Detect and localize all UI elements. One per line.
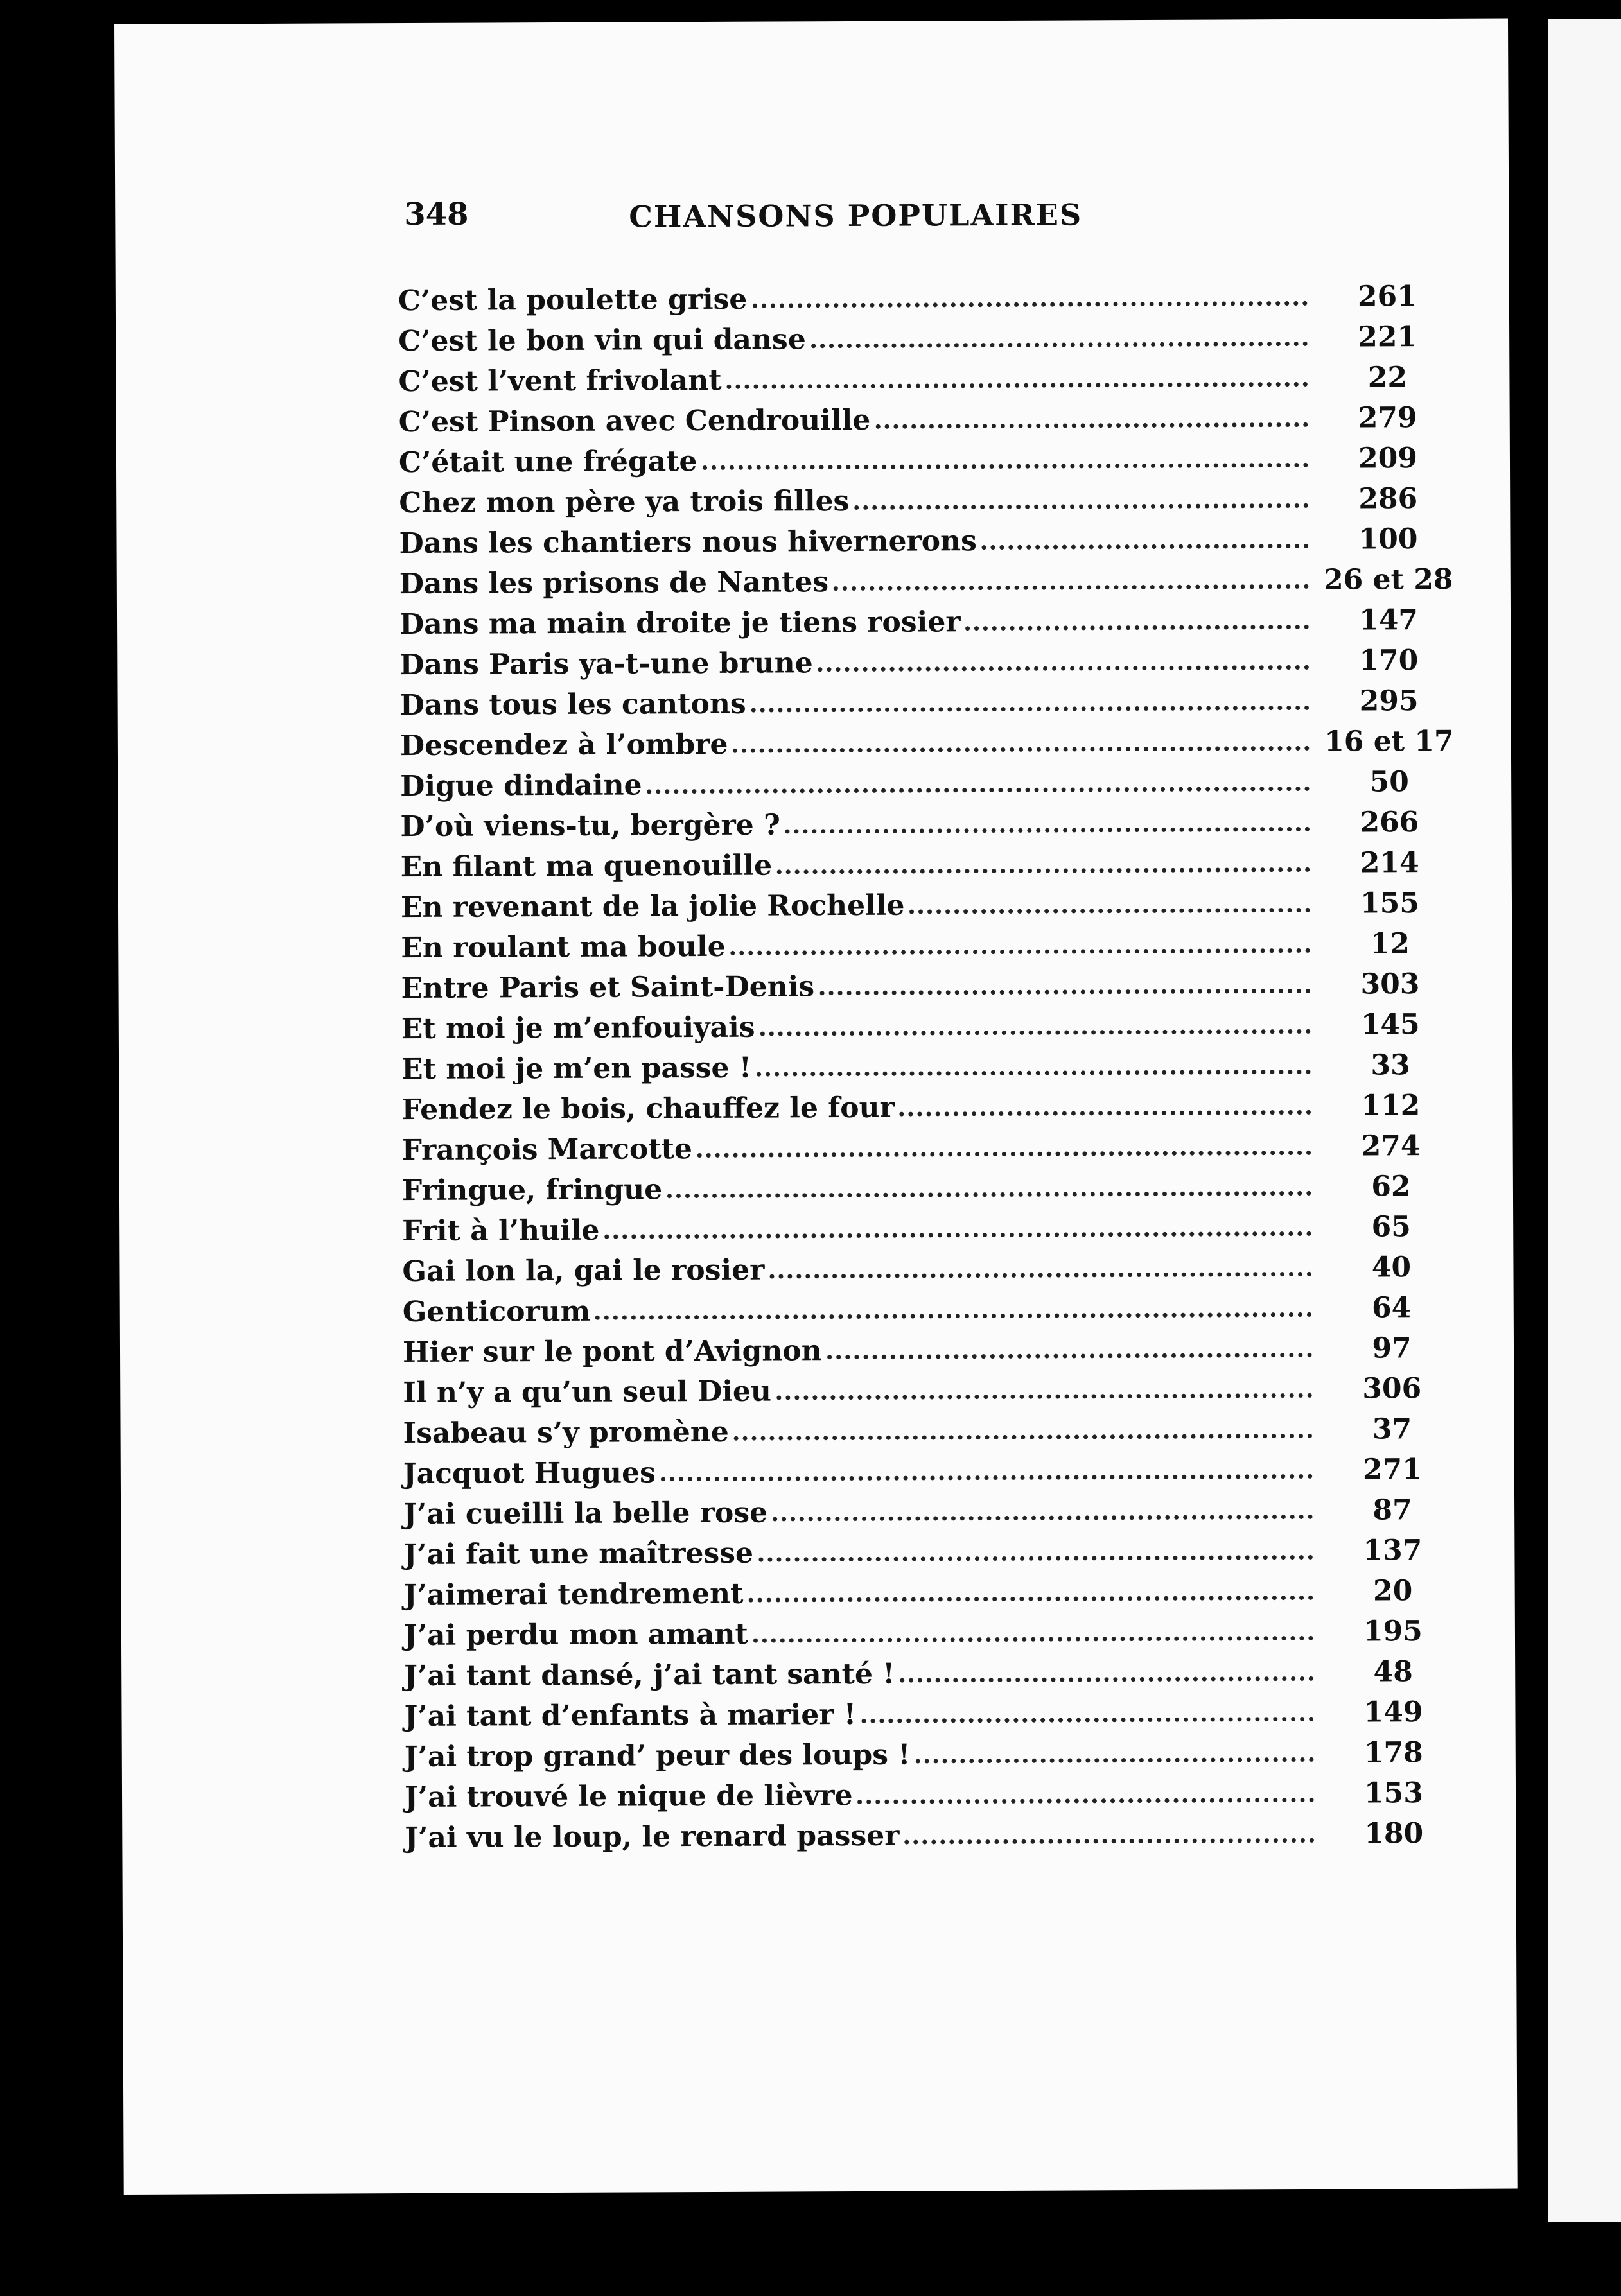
entry-title: Et moi je m’en passe ! (401, 1051, 752, 1086)
dot-leader (647, 787, 1310, 794)
entry-page-ref: 20 (1372, 1574, 1413, 1608)
entry-page-ref: 137 (1363, 1534, 1423, 1567)
entry-page-ref: 16 et 17 (1324, 724, 1454, 758)
index-entry (404, 1688, 1464, 1733)
entry-title: Il n’y a qu’un seul Dieu (403, 1375, 772, 1410)
entry-page-ref: 286 (1358, 482, 1418, 516)
dot-leader (703, 463, 1309, 470)
entry-title: Dans les chantiers nous hivernerons (399, 525, 977, 561)
index-entry (404, 1607, 1464, 1652)
index-entry (399, 636, 1459, 681)
dot-leader (916, 1757, 1314, 1764)
dot-leader (858, 1798, 1315, 1804)
dot-leader (819, 989, 1310, 995)
dot-leader (697, 1151, 1311, 1158)
entry-title: Fringue, fringue (401, 1173, 663, 1208)
index-entry (403, 1283, 1462, 1328)
index-entry (401, 1122, 1461, 1167)
dot-leader (818, 665, 1310, 672)
entry-title: En filant ma quenouille (400, 849, 773, 884)
dot-leader (982, 544, 1309, 550)
index-entry (400, 758, 1460, 803)
entry-title: Dans tous les cantons (399, 687, 746, 722)
entry-page-ref: 303 (1360, 968, 1420, 1001)
entry-page-ref: 295 (1359, 684, 1419, 718)
entry-title: Dans ma main droite je tiens rosier (399, 605, 961, 641)
dot-leader (900, 1110, 1311, 1117)
index-entry (402, 1243, 1462, 1288)
index-entry (405, 1769, 1464, 1814)
index-entry (401, 1000, 1461, 1045)
entry-title: En roulant ma boule (401, 930, 726, 965)
index-entry (399, 596, 1459, 641)
dot-leader (748, 1596, 1313, 1603)
dot-leader (727, 382, 1308, 389)
dot-leader (731, 948, 1311, 955)
entry-page-ref: 33 (1371, 1048, 1410, 1082)
dot-leader (777, 867, 1310, 874)
index-entry (401, 960, 1460, 1005)
index-entry (398, 313, 1458, 358)
index-entry (398, 272, 1458, 317)
index-entry (402, 1162, 1462, 1207)
entry-page-ref: 266 (1360, 806, 1419, 839)
entry-title: C’est le bon vin qui danse (398, 323, 806, 358)
index-entry (403, 1526, 1463, 1571)
index-entry (401, 1081, 1461, 1126)
running-title: CHANSONS POPULAIRES (629, 197, 1083, 234)
index-entry (400, 717, 1460, 762)
entry-title: Hier sur le pont d’Avignon (402, 1334, 822, 1370)
index-entry (403, 1405, 1462, 1450)
index-entry (401, 1041, 1461, 1086)
index-entry (399, 474, 1459, 519)
entry-title: C’est la poulette grise (398, 283, 748, 318)
entry-page-ref: 50 (1369, 765, 1409, 799)
dot-leader (773, 1515, 1313, 1522)
entry-page-ref: 65 (1371, 1210, 1411, 1244)
entry-title: Gai lon la, gai le rosier (402, 1253, 765, 1289)
dot-leader (751, 706, 1310, 713)
dot-leader (595, 1312, 1312, 1320)
index-entry (399, 394, 1459, 439)
entry-page-ref: 112 (1361, 1089, 1421, 1122)
entry-page-ref: 12 (1370, 927, 1410, 961)
entry-title: D’où viens-tu, bergère ? (400, 808, 780, 844)
entry-title: Jacquot Hugues (403, 1456, 656, 1491)
entry-title: Dans les prisons de Nantes (399, 566, 829, 601)
dot-leader (760, 1029, 1311, 1036)
index-entry (401, 839, 1460, 883)
entry-title: Frit à l’huile (402, 1213, 600, 1248)
book-page (114, 19, 1518, 2195)
entry-page-ref: 261 (1357, 280, 1417, 313)
entry-page-ref: 97 (1372, 1332, 1412, 1365)
dot-leader (861, 1717, 1313, 1723)
index-entry (400, 798, 1460, 843)
entry-page-ref: 271 (1362, 1453, 1422, 1486)
entry-title: François Marcotte (401, 1133, 693, 1167)
entry-page-ref: 48 (1373, 1655, 1413, 1689)
entry-page-ref: 178 (1363, 1736, 1423, 1770)
entry-page-ref: 155 (1360, 887, 1420, 920)
dot-leader (900, 1676, 1314, 1683)
song-index-list (398, 272, 1465, 1854)
entry-page-ref: 64 (1372, 1291, 1412, 1325)
entry-page-ref: 22 (1367, 361, 1408, 394)
entry-page-ref: 306 (1362, 1372, 1422, 1405)
index-entry (403, 1364, 1462, 1409)
index-entry (405, 1809, 1464, 1854)
entry-title: Genticorum (402, 1294, 591, 1329)
dot-leader (752, 301, 1308, 308)
entry-title: J’aimerai tendrement (403, 1577, 744, 1612)
entry-title: Chez mon père ya trois filles (399, 485, 850, 520)
entry-page-ref: 37 (1372, 1413, 1412, 1446)
dot-leader (661, 1474, 1313, 1481)
dot-leader (776, 1393, 1312, 1400)
dot-leader (667, 1191, 1311, 1198)
entry-title: Isabeau s’y promène (403, 1415, 729, 1450)
dot-leader (875, 422, 1308, 429)
entry-title: Et moi je m’enfouiyais (401, 1011, 755, 1046)
dot-leader (834, 584, 1309, 591)
entry-page-ref: 87 (1372, 1493, 1412, 1527)
entry-title: J’ai tant d’enfants à marier ! (404, 1698, 857, 1734)
index-entry (403, 1445, 1463, 1490)
entry-title: Descendez à l’ombre (399, 727, 728, 763)
index-entry (402, 1203, 1462, 1248)
entry-title: C’était une frégate (398, 445, 697, 480)
dot-leader (827, 1353, 1312, 1359)
entry-page-ref: 145 (1360, 1008, 1420, 1041)
entry-title: Digue dindaine (400, 769, 642, 803)
entry-title: J’ai tant dansé, j’ai tant santé ! (404, 1657, 895, 1693)
entry-title: J’ai trop grand’ peur des loups ! (404, 1738, 911, 1774)
page-header (404, 193, 1239, 254)
index-entry (399, 515, 1459, 560)
entry-title: En revenant de la jolie Rochelle (400, 889, 905, 925)
dot-leader (966, 625, 1310, 631)
entry-page-ref: 147 (1359, 604, 1419, 637)
entry-page-ref: 40 (1371, 1251, 1412, 1284)
entry-title: Fendez le bois, chauffez le four (401, 1091, 895, 1127)
entry-title: J’ai fait une maîtresse (403, 1536, 754, 1572)
page-number: 348 (404, 196, 469, 233)
entry-page-ref: 100 (1358, 523, 1418, 556)
index-entry (399, 434, 1459, 479)
dot-leader (757, 1070, 1311, 1077)
facing-page-edge (1548, 19, 1621, 2222)
dot-leader (734, 1434, 1313, 1441)
entry-title: J’ai vu le loup, le renard passer (405, 1819, 900, 1855)
dot-leader (605, 1231, 1312, 1239)
entry-page-ref: 195 (1363, 1615, 1423, 1648)
index-entry (403, 1486, 1463, 1531)
entry-page-ref: 149 (1363, 1696, 1423, 1729)
entry-page-ref: 274 (1361, 1129, 1421, 1163)
index-entry (399, 677, 1459, 722)
dot-leader (904, 1838, 1314, 1845)
entry-page-ref: 26 et 28 (1323, 562, 1453, 596)
index-entry (404, 1567, 1464, 1612)
index-entry (403, 1324, 1462, 1369)
dot-leader (785, 827, 1310, 834)
dot-leader (909, 908, 1310, 914)
index-entry (405, 1728, 1464, 1773)
entry-title: C’est l’vent frivolant (398, 363, 722, 399)
index-entry (401, 919, 1460, 964)
dot-leader (811, 342, 1308, 348)
entry-page-ref: 221 (1358, 320, 1417, 354)
entry-title: Entre Paris et Saint-Denis (401, 970, 815, 1005)
entry-page-ref: 62 (1371, 1170, 1411, 1203)
entry-title: J’ai trouvé le nique de lièvre (404, 1779, 853, 1814)
entry-title: C’est Pinson avec Cendrouille (398, 403, 871, 439)
dot-leader (753, 1636, 1313, 1643)
entry-page-ref: 170 (1359, 644, 1419, 677)
entry-title: J’ai perdu mon amant (403, 1617, 748, 1653)
entry-page-ref: 180 (1364, 1817, 1424, 1850)
entry-page-ref: 214 (1360, 846, 1419, 880)
index-entry (404, 1648, 1464, 1692)
index-entry (398, 353, 1458, 398)
dot-leader (854, 503, 1308, 510)
entry-page-ref: 209 (1358, 442, 1418, 475)
entry-page-ref: 279 (1358, 401, 1417, 435)
dot-leader (769, 1272, 1311, 1279)
entry-title: Dans Paris ya-t-une brune (399, 647, 813, 682)
index-entry (401, 879, 1460, 924)
entry-title: J’ai cueilli la belle rose (403, 1496, 768, 1531)
dot-leader (758, 1555, 1313, 1562)
entry-page-ref: 153 (1363, 1777, 1424, 1810)
index-entry (399, 555, 1459, 600)
dot-leader (733, 746, 1310, 753)
